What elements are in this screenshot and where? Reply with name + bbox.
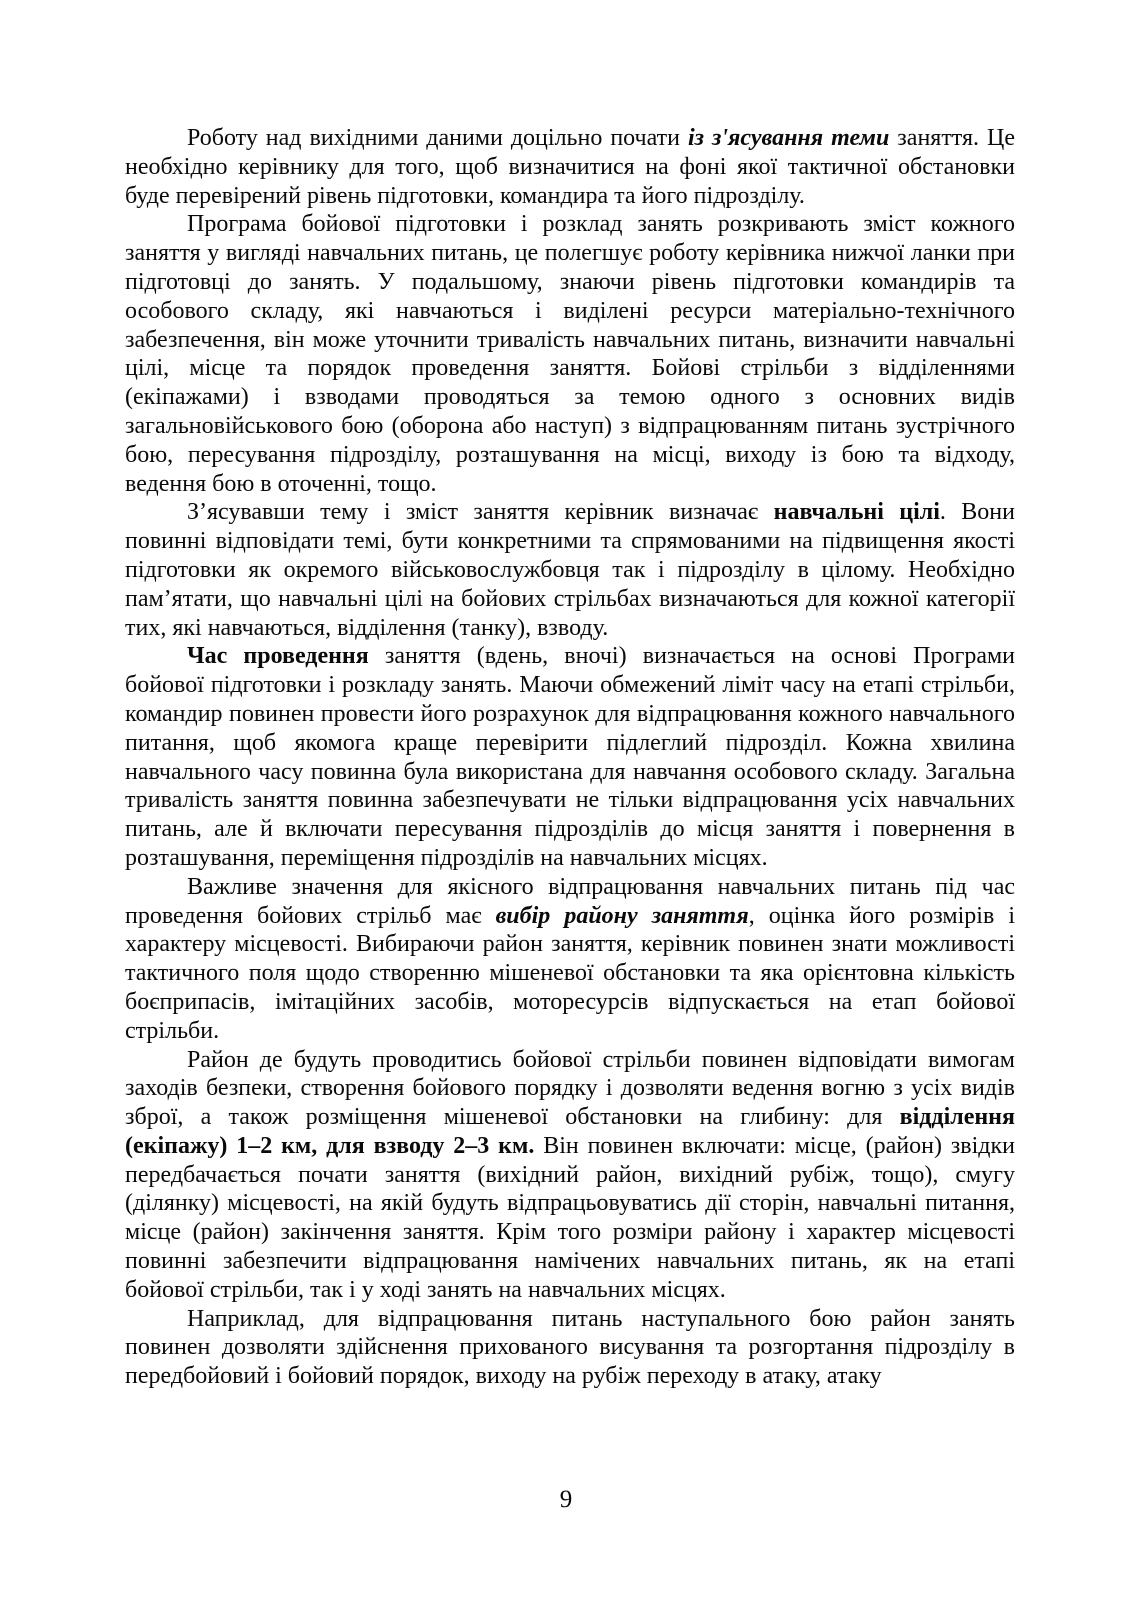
page-footer: [0, 1486, 1142, 1514]
text-run: вибір району заняття: [495, 902, 749, 929]
text-run: відділення (екіпажу) 1–2 км, для взводу 2–3 км.: [125, 1104, 1015, 1159]
text-run: Наприклад, для відпрацювання питань наступального бою район занять повинен дозволяти здійснення прихованого висування та розгортання підрозділу в передбойовий і бойовий порядок, виходу на рубіж переходу в атаку, атаку: [125, 1305, 1015, 1390]
text-run: Програма бойової підготовки і розклад занять розкривають зміст кожного заняття у вигляді навчальних питань, це полегшує роботу керівника нижчої ланки при підготовці до занять. У подальшому, знаючи рівень підготовки командирів та особового складу, які навчаються і виділені ресурси матеріально-технічного забезпечення, він може уточнити тривалість навчальних питань, визначити навчальні цілі, місце та порядок проведення заняття. Бойові стрільби з відділеннями (екіпажами) і взводами проводяться за темою одного з основних видів загальновійськового бою (оборона або наступ) з відпрацюванням питань зустрічного бою, пересування підрозділу, розташування на місці, виходу із бою та відходу, ведення бою в оточенні, тощо.: [125, 211, 1015, 497]
paragraph: [125, 210, 1015, 498]
text-run: . Вони повинні відповідати темі, бути конкретними та спрямованими на підвищення якості підготовки як окремого військовослужбовця так і підрозділу в цілому. Необхідно пам’ятати, що навчальні цілі на бойових стрільбах визначаються для кожної категорії тих, які навчаються, відділення (танку), взводу.: [125, 499, 1015, 641]
paragraph: [125, 498, 1015, 642]
text-run: Час проведення: [187, 643, 369, 670]
paragraph: [125, 642, 1015, 872]
paragraph: [125, 1046, 1015, 1305]
text-run: заняття (вдень, вночі) визначається на основі Програми бойової підготовки і розкладу занять. Маючи обмежений ліміт часу на етапі стрільби, командир повинен провести його розрахунок для відпрацювання кожного навчального питання, щоб якомога краще перевірити підлеглий підрозділ. Кожна хвилина навчального часу повинна була використана для навчання особового складу. Загальна тривалість заняття повинна забезпечувати не тільки відпрацювання усіх навчальних питань, але й включати пересування підрозділів до місця заняття і повернення в розташування, переміщення підрозділів на навчальних місцях.: [125, 643, 1015, 871]
text-run: заняття. Це необхідно керівнику для того, щоб визначитися на фоні якої тактичної обстановки буде перевірений рівень підготовки, командира та його підрозділу.: [125, 125, 1015, 209]
paragraph: [125, 124, 1015, 210]
text-run: навчальні цілі: [773, 499, 940, 526]
page-number: 9: [559, 1486, 573, 1513]
text-run: Роботу над вихідними даними доцільно почати: [187, 125, 688, 151]
document-body: [125, 124, 1015, 1391]
paragraph: [125, 873, 1015, 1046]
text-run: З’ясувавши тему і зміст заняття керівник визначає: [187, 499, 774, 526]
text-run: із з'ясування теми: [687, 125, 890, 151]
text-run: Важливе значення для якісного відпрацювання навчальних питань під час проведення бойових стрільб має: [125, 873, 1015, 929]
paragraph: [125, 1305, 1015, 1391]
text-run: , оцінка його розмірів і характеру місцевості. Вибираючи район заняття, керівник повинен знати можливості тактичного поля щодо створенню мішеневої обстановки та яка орієнтовна кількість боєприпасів, імітаційних засобів, моторесурсів відпускається на етап бойової стрільби.: [125, 902, 1015, 1044]
text-run: Район де будуть проводитись бойової стрільби повинен відповідати вимогам заходів безпеки, створення бойового порядку і дозволяти ведення вогню з усіх видів зброї, а також розміщення мішеневої обстановки на глибину: для: [125, 1046, 1015, 1131]
text-run: Він повинен включати: місце, (район) звідки передбачається почати заняття (вихідний район, вихідний рубіж, тощо), смугу (ділянку) місцевості, на якій будуть відпрацьовуватись дії сторін, навчальні питання, місце (район) закінчення заняття. Крім того розміри району і характер місцевості повинні забезпечити відпрацювання намічених навчальних питань, як на етапі бойової стрільби, так і у ході занять на навчальних місцях.: [125, 1132, 1015, 1303]
